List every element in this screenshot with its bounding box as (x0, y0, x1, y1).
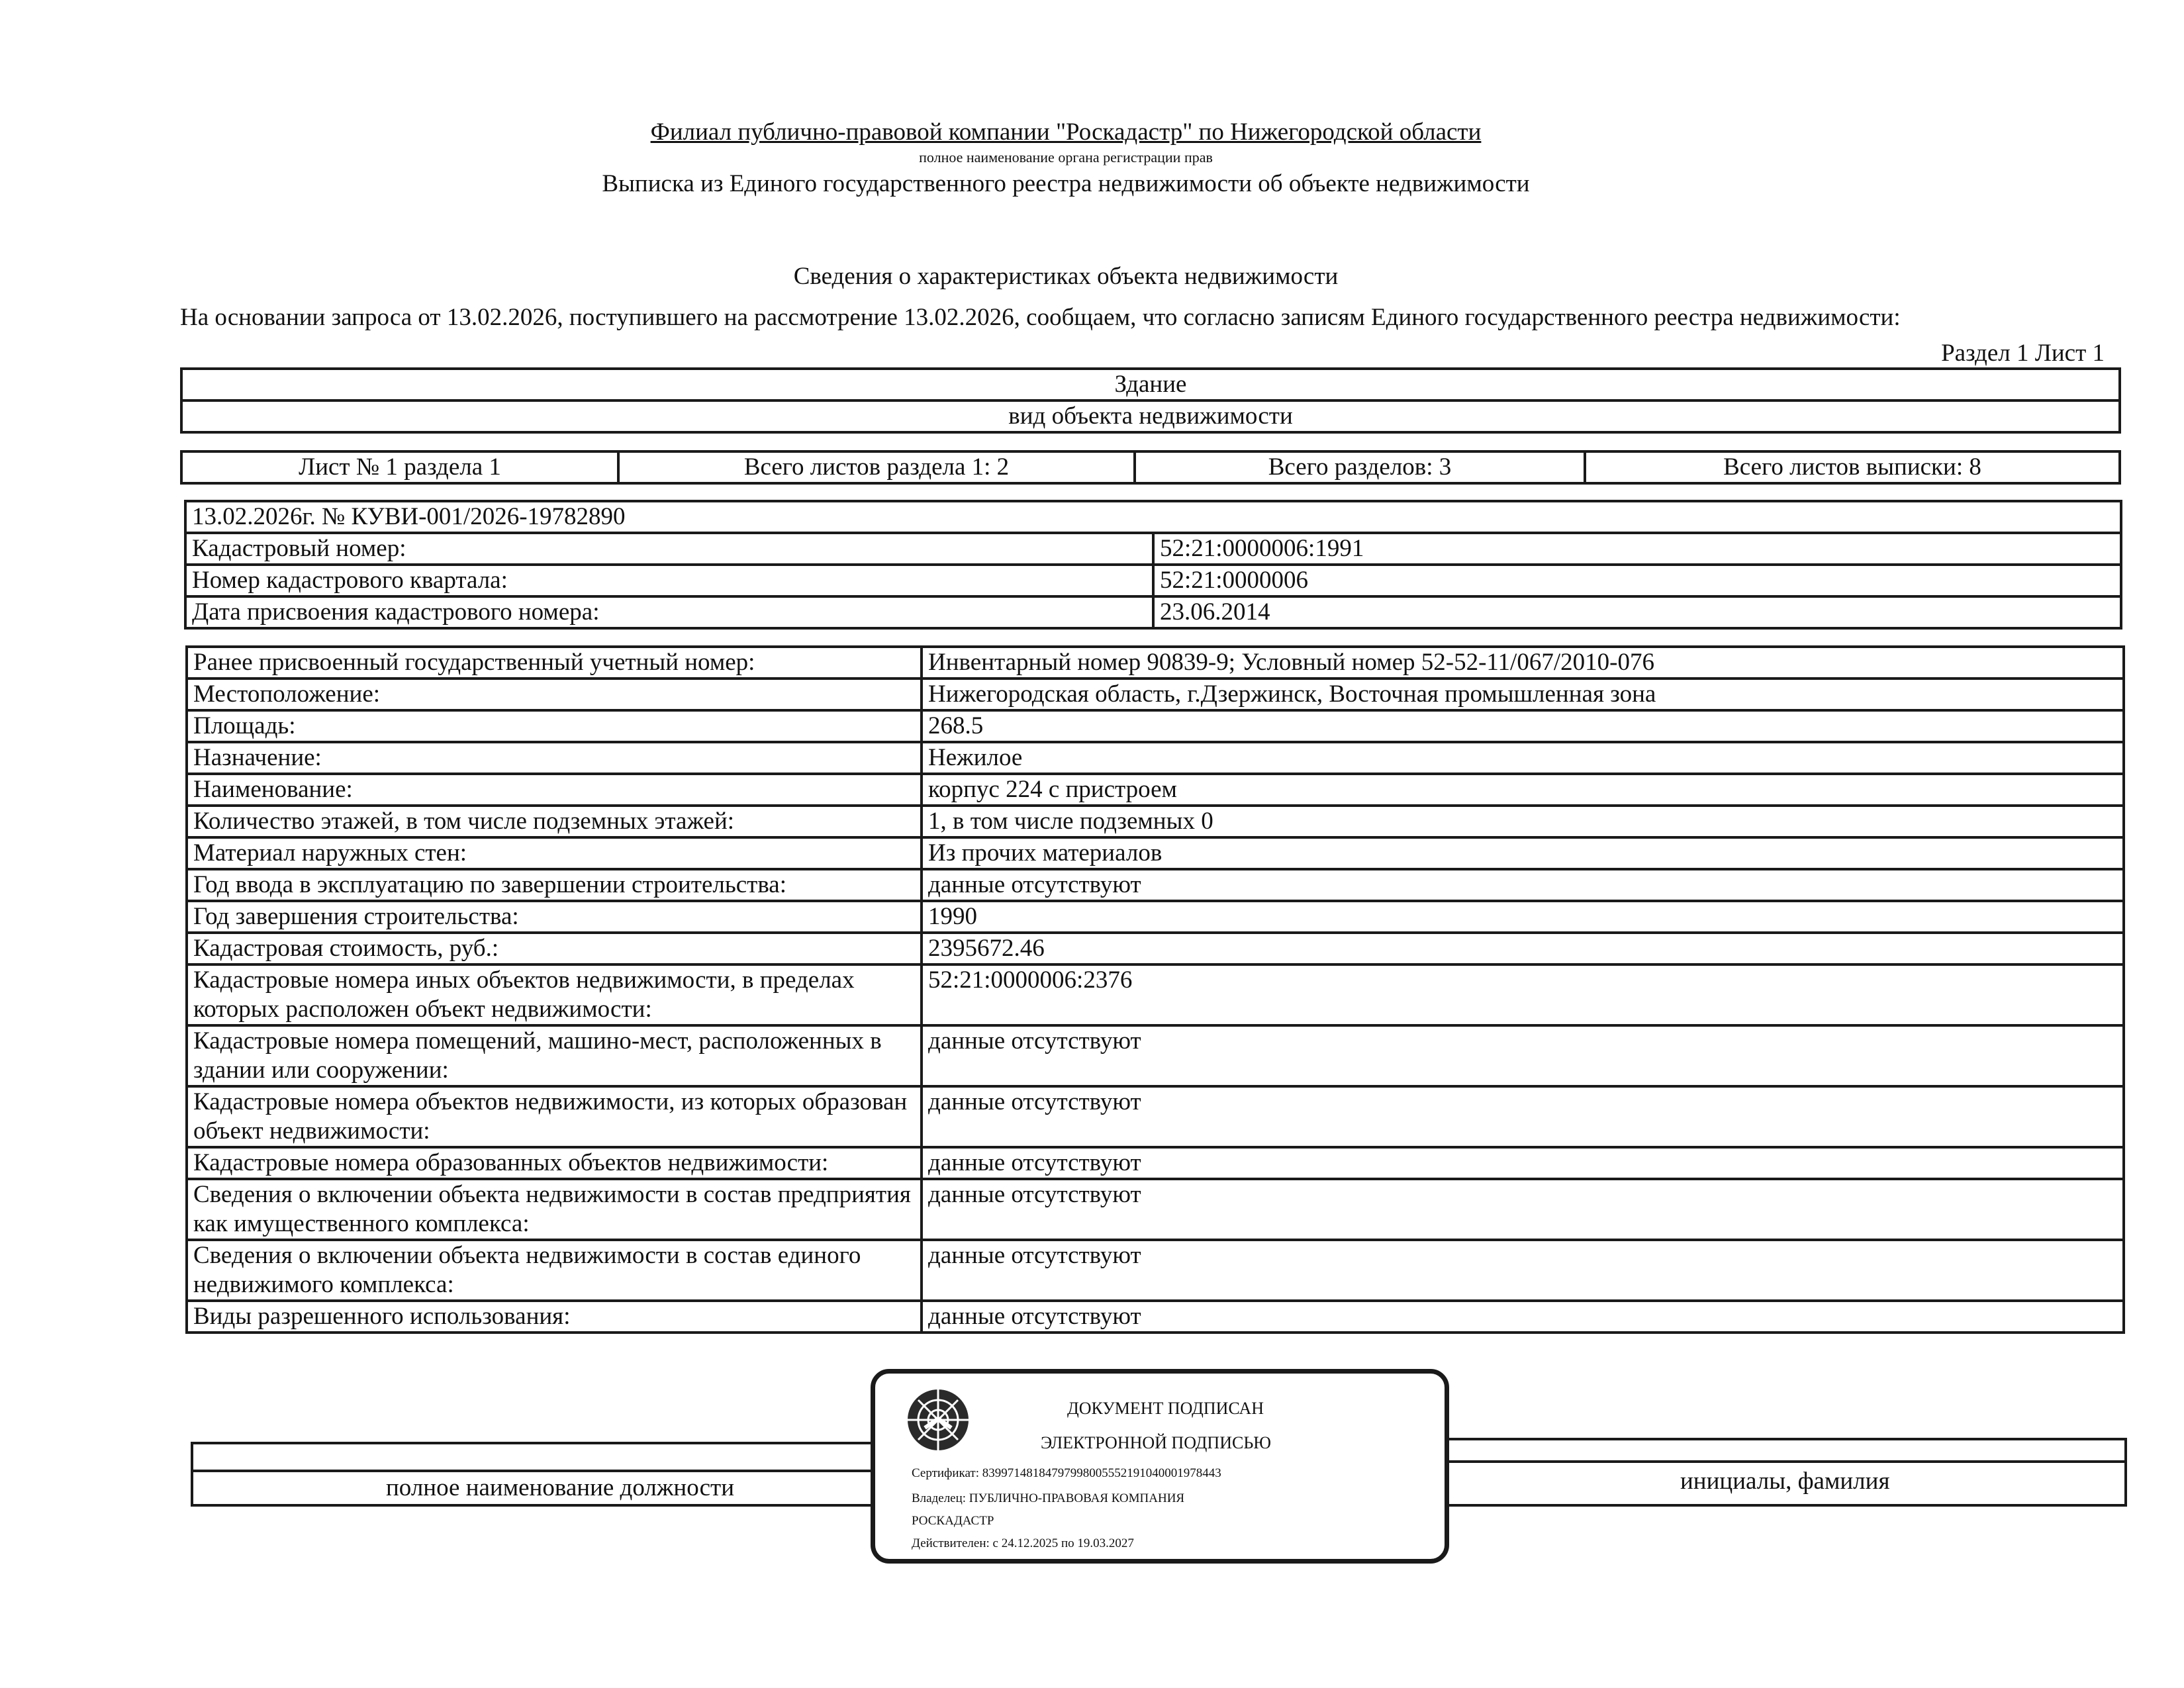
table-row (187, 837, 2124, 869)
table-row (185, 596, 2121, 628)
table-row (187, 774, 2124, 806)
stamp-owner2: РОСКАДАСТР (912, 1514, 994, 1528)
stamp-valid: Действителен: с 24.12.2025 по 19.03.2027 (912, 1536, 1134, 1550)
row-label: Кадастровые номера иных объектов недвижимости, в пределах которых расположен объект недвижимости: (187, 964, 922, 1025)
row-label: Кадастровая стоимость, руб.: (187, 933, 922, 964)
row-label: Кадастровые номера объектов недвижимости, из которых образован объект недвижимости: (187, 1086, 922, 1147)
row-label: Год завершения строительства: (187, 901, 922, 933)
document-title: Выписка из Единого государственного реестра недвижимости об объекте недвижимости (602, 170, 1530, 197)
org-caption: полное наименование органа регистрации прав (919, 149, 1213, 165)
row-value: 52:21:0000006 (1153, 565, 2121, 596)
row-label: Количество этажей, в том числе подземных этажей: (187, 806, 922, 837)
table-row (187, 806, 2124, 837)
row-value: данные отсутствуют (922, 1025, 2124, 1086)
name-caption: инициалы, фамилия (1680, 1468, 1890, 1495)
org-name: Филиал публично-правовой компании "Роскадастр" по Нижегородской области (650, 118, 1482, 146)
table-row (185, 533, 2121, 565)
position-caption: полное наименование должности (386, 1474, 735, 1501)
row-label: Кадастровые номера образованных объектов недвижимости: (187, 1147, 922, 1179)
e-signature-stamp (871, 1369, 1449, 1564)
table-row (187, 1025, 2124, 1086)
row-value: корпус 224 с пристроем (922, 774, 2124, 806)
table-row (187, 710, 2124, 742)
table-row (187, 1086, 2124, 1147)
request-table (184, 500, 2122, 630)
details-table (185, 645, 2125, 1334)
row-label: Виды разрешенного использования: (187, 1301, 922, 1333)
row-label: Ранее присвоенный государственный учетный номер: (187, 647, 922, 679)
row-label: Местоположение: (187, 679, 922, 710)
row-value: данные отсутствуют (922, 1147, 2124, 1179)
table-row (187, 647, 2124, 679)
row-value: Нижегородская область, г.Дзержинск, Восточная промышленная зона (922, 679, 2124, 710)
row-label: Сведения о включении объекта недвижимости в состав предприятия как имущественного комплекса: (187, 1179, 922, 1240)
row-value: данные отсутствуют (922, 1240, 2124, 1301)
stamp-line1: ДОКУМЕНТ ПОДПИСАН (1067, 1399, 1264, 1418)
stamp-certificate: Сертификат: 83997148184797998005552191040001978443 (912, 1466, 1221, 1480)
table-row (187, 679, 2124, 710)
total-sections: Всего разделов: 3 (1135, 451, 1585, 483)
table-row (187, 1301, 2124, 1333)
table-row (187, 933, 2124, 964)
row-label: Назначение: (187, 742, 922, 774)
table-row (185, 565, 2121, 596)
sheet-number: Лист № 1 раздела 1 (181, 451, 618, 483)
row-value: 2395672.46 (922, 933, 2124, 964)
table-row (187, 1240, 2124, 1301)
object-type-table (180, 367, 2121, 434)
section-page-label: Раздел 1 Лист 1 (1941, 340, 2105, 367)
row-value: 23.06.2014 (1153, 596, 2121, 628)
row-value: данные отсутствуют (922, 869, 2124, 901)
row-value: 52:21:0000006:1991 (1153, 533, 2121, 565)
row-label: Дата присвоения кадастрового номера: (185, 596, 1153, 628)
row-label: Номер кадастрового квартала: (185, 565, 1153, 596)
table-row (187, 1147, 2124, 1179)
table-row (187, 901, 2124, 933)
roskadastr-logo-icon (905, 1387, 971, 1453)
row-value: данные отсутствуют (922, 1301, 2124, 1333)
row-label: Кадастровые номера помещений, машино-мест, расположенных в здании или сооружении: (187, 1025, 922, 1086)
row-value: 1, в том числе подземных 0 (922, 806, 2124, 837)
row-value: данные отсутствуют (922, 1086, 2124, 1147)
section-title: Сведения о характеристиках объекта недвижимости (793, 263, 1339, 290)
object-type-caption: вид объекта недвижимости (181, 400, 2120, 432)
row-value: данные отсутствуют (922, 1179, 2124, 1240)
intro-text: На основании запроса от 13.02.2026, поступившего на рассмотрение 13.02.2026, сообщаем, что согласно записям Единого государственного реестра недвижимости: (180, 304, 1901, 331)
row-label: Материал наружных стен: (187, 837, 922, 869)
table-row (187, 869, 2124, 901)
row-label: Кадастровый номер: (185, 533, 1153, 565)
stamp-owner: Владелец: ПУБЛИЧНО-ПРАВОВАЯ КОМПАНИЯ (912, 1491, 1185, 1505)
row-label: Сведения о включении объекта недвижимости в состав единого недвижимого комплекса: (187, 1240, 922, 1301)
stamp-line2: ЭЛЕКТРОННОЙ ПОДПИСЬЮ (1041, 1433, 1271, 1452)
row-value: 268.5 (922, 710, 2124, 742)
row-value: 52:21:0000006:2376 (922, 964, 2124, 1025)
sheet-info-table (180, 450, 2121, 485)
table-row (187, 964, 2124, 1025)
total-sheets-extract: Всего листов выписки: 8 (1585, 451, 2120, 483)
request-number: 13.02.2026г. № КУВИ-001/2026-19782890 (185, 501, 2121, 533)
object-type-value: Здание (181, 369, 2120, 400)
row-value: 1990 (922, 901, 2124, 933)
row-value: Из прочих материалов (922, 837, 2124, 869)
row-value: Инвентарный номер 90839-9; Условный номер 52-52-11/067/2010-076 (922, 647, 2124, 679)
row-label: Площадь: (187, 710, 922, 742)
table-row (187, 742, 2124, 774)
row-value: Нежилое (922, 742, 2124, 774)
row-label: Наименование: (187, 774, 922, 806)
total-sheets-section: Всего листов раздела 1: 2 (618, 451, 1135, 483)
table-row (187, 1179, 2124, 1240)
row-label: Год ввода в эксплуатацию по завершении строительства: (187, 869, 922, 901)
